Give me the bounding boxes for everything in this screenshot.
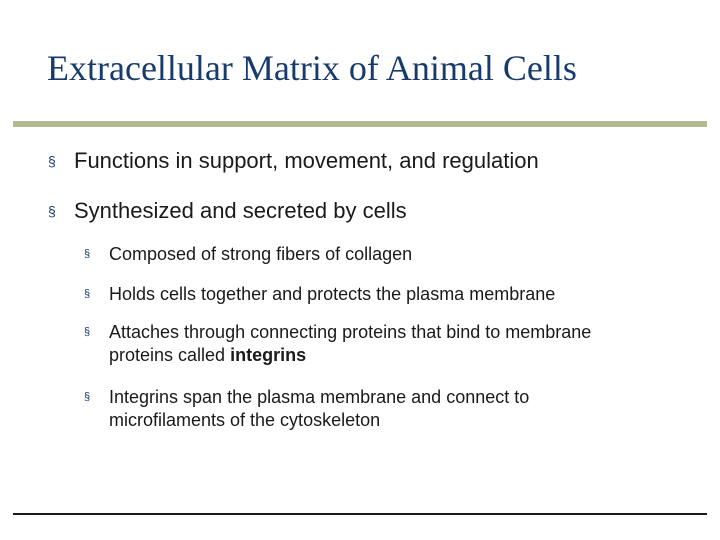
sub-bullet-text: Composed of strong fibers of collagen [109, 244, 413, 264]
bullet-item [48, 148, 708, 174]
sub-bullet-text: Integrins span the plasma membrane and connect to microfilaments of the cytoskeleton [109, 387, 530, 430]
sub-bullet-item [84, 243, 604, 266]
bullet-marker-icon: § [84, 391, 91, 403]
slide-title: Extracellular Matrix of Animal Cells [47, 48, 577, 88]
bullet-text: Functions in support, movement, and regulation [74, 148, 539, 173]
bullet-marker-icon: § [84, 288, 91, 300]
bullet-marker-icon: § [48, 153, 56, 169]
key-term-integrins: integrins [230, 345, 307, 365]
bullet-marker-icon: § [48, 203, 56, 219]
title-divider [13, 121, 707, 127]
bullet-text: Synthesized and secreted by cells [74, 198, 407, 223]
bullet-item [48, 198, 708, 224]
sub-bullet-item [84, 283, 604, 306]
bullet-marker-icon: § [84, 326, 91, 338]
footer-divider [13, 513, 707, 515]
sub-bullet-text-container [109, 321, 604, 367]
bullet-marker-icon: § [84, 248, 91, 260]
sub-bullet-item [84, 321, 604, 367]
sub-bullet-item [84, 386, 604, 432]
sub-bullet-text: Attaches through connecting proteins that bind to membrane proteins called [109, 322, 592, 365]
sub-bullet-text: Holds cells together and protects the plasma membrane [109, 284, 556, 304]
